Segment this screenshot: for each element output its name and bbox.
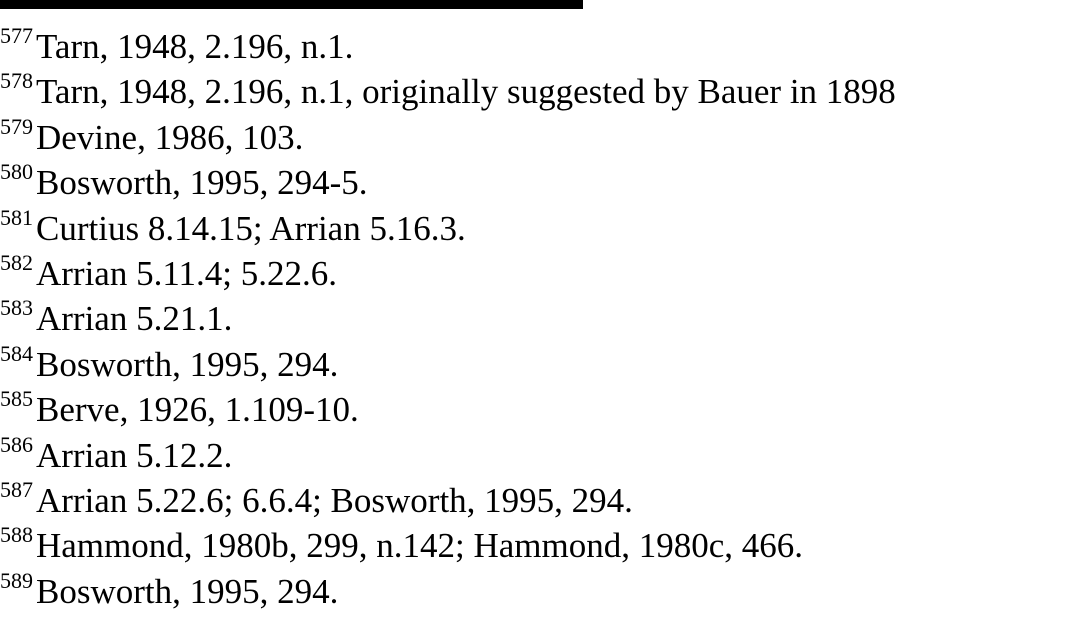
footnote-number: 589 xyxy=(0,567,33,593)
footnote-text: Bosworth, 1995, 294-5. xyxy=(36,163,368,203)
footnote-number: 584 xyxy=(0,340,33,366)
footnote-number: 586 xyxy=(0,431,33,457)
footnote-list xyxy=(0,24,896,614)
footnote-item xyxy=(0,296,896,341)
footnote-text: Arrian 5.12.2. xyxy=(36,435,233,475)
footnote-item xyxy=(0,569,896,614)
footnote-text: Arrian 5.21.1. xyxy=(36,299,233,339)
footnote-text: Devine, 1986, 103. xyxy=(36,117,304,157)
footnote-number: 588 xyxy=(0,522,33,548)
footnote-item xyxy=(0,387,896,432)
footnote-number: 587 xyxy=(0,476,33,502)
footnote-number: 583 xyxy=(0,295,33,321)
footnote-text: Arrian 5.11.4; 5.22.6. xyxy=(36,253,338,293)
footnote-item xyxy=(0,206,896,251)
footnote-text: Curtius 8.14.15; Arrian 5.16.3. xyxy=(36,208,466,248)
footnote-text: Arrian 5.22.6; 6.6.4; Bosworth, 1995, 294. xyxy=(36,480,633,520)
footnote-number: 577 xyxy=(0,23,33,48)
footnote-number: 582 xyxy=(0,249,33,275)
footnote-item xyxy=(0,478,896,523)
footnote-text: Bosworth, 1995, 294. xyxy=(36,344,339,384)
footnote-text: Tarn, 1948, 2.196, n.1. xyxy=(36,27,354,66)
footnote-item xyxy=(0,160,896,205)
footnote-item xyxy=(0,69,896,114)
footnote-number: 585 xyxy=(0,386,33,412)
footnote-item xyxy=(0,24,896,69)
footnote-item xyxy=(0,115,896,160)
footnote-item xyxy=(0,342,896,387)
footnote-text: Hammond, 1980b, 299, n.142; Hammond, 1980c, 466. xyxy=(36,526,804,566)
footnote-number: 581 xyxy=(0,204,33,230)
footnote-text: Tarn, 1948, 2.196, n.1, originally suggested by Bauer in 1898 xyxy=(36,72,896,112)
footnote-item xyxy=(0,251,896,296)
footnote-separator-rule xyxy=(0,0,583,9)
footnote-text: Bosworth, 1995, 294. xyxy=(36,571,339,611)
footnote-item xyxy=(0,433,896,478)
footnote-number: 580 xyxy=(0,159,33,185)
footnote-number: 578 xyxy=(0,68,33,94)
footnote-text: Berve, 1926, 1.109-10. xyxy=(36,390,359,430)
footnote-item xyxy=(0,523,896,568)
footnote-number: 579 xyxy=(0,113,33,139)
